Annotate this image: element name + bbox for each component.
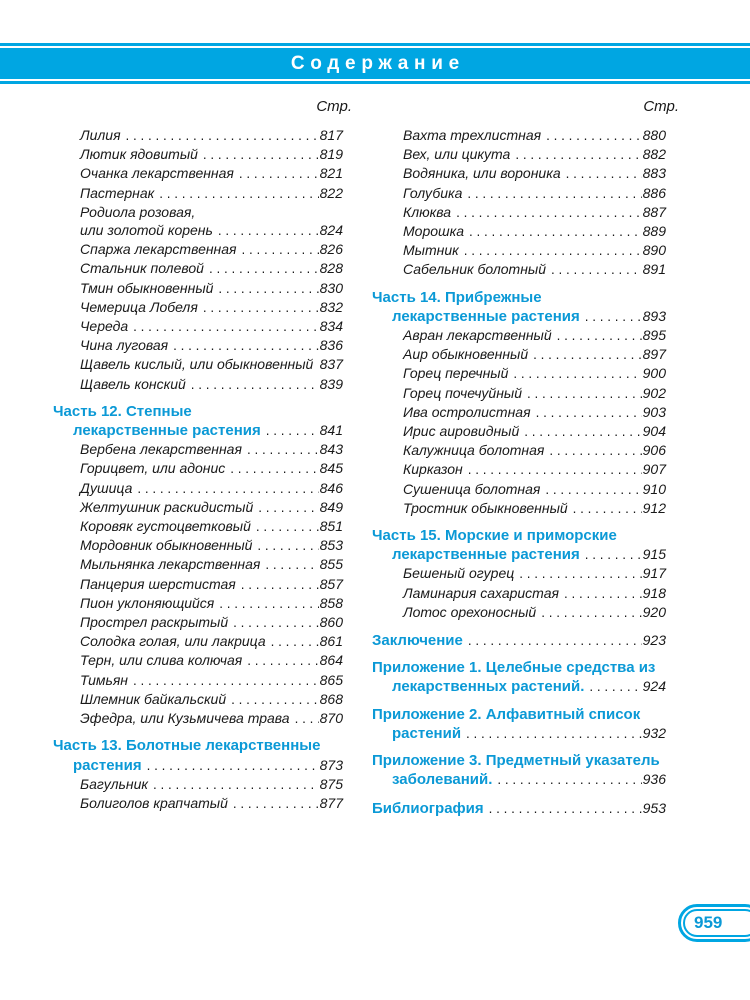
dot-leader — [549, 442, 641, 460]
toc-entry-label: заболеваний. — [392, 771, 493, 789]
dot-leader — [133, 672, 319, 690]
toc-entry-page: 855 — [319, 556, 343, 573]
dot-leader — [126, 127, 319, 145]
toc-entry-label: Приложение 3. Предметный указатель — [372, 752, 660, 770]
toc-entry-page: 936 — [642, 771, 666, 788]
toc-entry-page: 870 — [319, 710, 343, 727]
toc-row-item — [372, 499, 666, 518]
dot-leader — [519, 565, 641, 583]
toc-entry-page: 865 — [319, 671, 343, 688]
toc-entry-label: Горец перечный — [403, 365, 509, 382]
toc-row-item — [45, 536, 343, 555]
dot-leader — [247, 441, 319, 459]
toc-row-section — [372, 289, 666, 307]
dot-leader — [133, 318, 318, 336]
toc-entry-label: Тростник обыкновенный — [403, 499, 568, 516]
toc-entry-page: 910 — [642, 480, 666, 497]
dot-leader — [256, 518, 319, 536]
toc-row-item — [372, 203, 666, 222]
dot-leader — [159, 185, 318, 203]
toc-entry-page: 890 — [642, 242, 666, 259]
toc-row-appendix2 — [372, 677, 666, 696]
toc-entry-label: Часть 14. Прибрежные — [372, 288, 542, 306]
toc-row-appendix2 — [372, 770, 666, 789]
toc-row-item — [372, 326, 666, 345]
contents-header-bar — [0, 48, 750, 79]
toc-entry-page: 824 — [319, 222, 343, 239]
toc-content — [45, 97, 679, 818]
toc-entry-page: 836 — [319, 337, 343, 354]
dot-leader — [203, 146, 319, 164]
toc-entry-label: лекарственные растения — [73, 422, 261, 440]
contents-title: Содержание — [290, 52, 465, 74]
header-rule-top — [0, 43, 750, 46]
toc-entry-page: 918 — [642, 584, 666, 601]
dot-leader — [241, 576, 319, 594]
dot-leader — [230, 460, 318, 478]
toc-row-item — [45, 440, 343, 459]
page-number-label: Стр. — [316, 98, 352, 115]
toc-entry-label: Стальник полевой — [80, 260, 204, 277]
toc-entry-label: лекарственные растения — [392, 307, 580, 325]
toc-row-appendix2 — [372, 724, 666, 743]
dot-leader — [527, 385, 642, 403]
toc-row-item — [372, 603, 666, 622]
toc-row-item — [372, 241, 666, 260]
toc-entry-label: Авран лекарственный — [403, 327, 552, 344]
toc-entry-label: Приложение 2. Алфавитный список — [372, 705, 641, 723]
toc-entry-label: Клюква — [403, 203, 452, 220]
toc-entry-page: 895 — [642, 327, 666, 344]
page-number-badge — [678, 904, 750, 942]
toc-row-item — [45, 651, 343, 670]
toc-entry-page: 891 — [642, 261, 666, 278]
toc-entry-label: Вех, или цикута — [403, 146, 511, 163]
toc-row-item — [45, 336, 343, 355]
toc-entry-label: растения — [73, 756, 142, 774]
toc-entry-page: 821 — [319, 165, 343, 182]
dot-leader — [137, 480, 318, 498]
toc-row-item — [45, 298, 343, 317]
toc-entry-page: 907 — [642, 461, 666, 478]
header-rule-bottom — [0, 81, 750, 84]
dot-leader — [515, 146, 641, 164]
dot-leader — [218, 280, 318, 298]
dot-leader — [551, 261, 642, 279]
toc-row-item — [45, 775, 343, 794]
dot-leader — [589, 678, 641, 696]
toc-rows-left — [45, 126, 343, 813]
toc-entry-page: 864 — [319, 652, 343, 669]
toc-entry-label: Мордовник обыкновенный — [80, 537, 253, 554]
toc-row-item — [45, 632, 343, 651]
toc-entry-label: Череда — [80, 318, 129, 335]
toc-entry-page: 873 — [319, 756, 343, 773]
badge-number: 959 — [694, 913, 723, 932]
toc-entry-label: Пион уклоняющийся — [80, 594, 215, 611]
dot-leader — [233, 614, 319, 632]
toc-entry-page: 932 — [642, 724, 666, 741]
toc-entry-page: 839 — [319, 375, 343, 392]
toc-row-item — [45, 517, 343, 536]
toc-row-item — [45, 126, 343, 145]
toc-entry-page: 886 — [642, 184, 666, 201]
toc-entry-page: 903 — [642, 403, 666, 420]
toc-entry-label: Щавель конский — [80, 375, 186, 392]
dot-leader — [541, 604, 641, 622]
toc-row-item — [372, 460, 666, 479]
toc-entry-label: Водяника, или вороника — [403, 165, 561, 182]
page-number-badge-inner — [683, 909, 750, 937]
toc-entry-page: 902 — [642, 384, 666, 401]
toc-entry-page: 887 — [642, 203, 666, 220]
dot-leader — [191, 376, 319, 394]
toc-row-item — [45, 203, 343, 221]
toc-row-section — [372, 527, 666, 545]
toc-row-item — [372, 164, 666, 183]
toc-entry-label: Лилия — [80, 127, 121, 143]
toc-entry-label: Заключение — [372, 632, 463, 650]
toc-row-item — [45, 317, 343, 336]
toc-row-item — [45, 479, 343, 498]
toc-entry-page: 953 — [642, 799, 666, 816]
toc-entry-label: Душица — [80, 479, 133, 496]
dot-leader — [533, 346, 641, 364]
toc-entry-label: Сушеница болотная — [403, 480, 541, 497]
toc-entry-page: 837 — [319, 356, 343, 373]
toc-row-item — [372, 345, 666, 364]
toc-entry-label: Приложение 1. Целебные средства из — [372, 659, 656, 677]
dot-leader — [247, 652, 318, 670]
toc-column-right — [372, 97, 679, 818]
toc-entry-label: Родиола розовая, — [80, 203, 196, 220]
toc-entry-page: 893 — [642, 307, 666, 324]
toc-entry-label: Вахта трехлистная — [403, 127, 542, 143]
toc-row-appendix — [372, 659, 666, 677]
toc-row-item — [372, 222, 666, 241]
toc-entry-page: 889 — [642, 223, 666, 240]
dot-leader — [153, 776, 319, 794]
toc-entry-label: Ирис аировидный — [403, 423, 520, 440]
toc-entry-label: Лютик ядовитый — [80, 146, 198, 163]
dot-leader — [513, 365, 641, 383]
dot-leader — [585, 546, 642, 564]
toc-entry-label: Тмин обыкновенный — [80, 279, 214, 296]
dot-leader — [219, 595, 318, 613]
toc-entry-label: Вербена лекарственная — [80, 441, 242, 458]
toc-entry-page: 880 — [642, 127, 666, 143]
toc-entry-label: Мыльнянка лекарственная — [80, 556, 261, 573]
toc-entry-page: 917 — [642, 565, 666, 582]
toc-entry-label: растений — [392, 724, 462, 742]
dot-leader — [467, 185, 641, 203]
toc-entry-label: Часть 12. Степные — [53, 402, 192, 420]
toc-row-item — [45, 709, 343, 728]
toc-row-item — [372, 441, 666, 460]
toc-row-appendix — [372, 752, 666, 770]
toc-entry-page: 853 — [319, 537, 343, 554]
toc-row-section2 — [45, 421, 343, 440]
dot-leader — [466, 725, 642, 743]
toc-row-item — [45, 690, 343, 709]
toc-entry-label: Библиография — [372, 799, 484, 817]
toc-entry-label: Прострел раскрытый — [80, 614, 229, 631]
toc-entry-label: Горец почечуйный — [403, 384, 523, 401]
toc-entry-page: 924 — [642, 678, 666, 695]
toc-entry-page: 923 — [642, 632, 666, 649]
toc-row-item — [45, 184, 343, 203]
toc-row-item — [372, 260, 666, 279]
dot-leader — [545, 481, 641, 499]
toc-entry-page: 834 — [319, 318, 343, 335]
toc-row-appendix — [372, 799, 666, 818]
toc-row-item — [45, 375, 343, 394]
toc-entry-page: 858 — [319, 594, 343, 611]
toc-entry-page: 920 — [642, 603, 666, 620]
toc-entry-label: Спаржа лекарственная — [80, 241, 237, 258]
toc-row-item — [45, 145, 343, 164]
toc-entry-page: 830 — [319, 279, 343, 296]
toc-entry-page: 819 — [319, 146, 343, 163]
toc-entry-label: Желтушник раскидистый — [80, 498, 254, 515]
toc-entry-page: 900 — [642, 365, 666, 382]
toc-entry-page: 817 — [319, 127, 343, 143]
dot-leader — [585, 308, 642, 326]
toc-row-item — [45, 794, 343, 813]
toc-entry-label: Часть 15. Морские и приморские — [372, 527, 617, 545]
dot-leader — [573, 500, 642, 518]
dot-leader — [265, 556, 318, 574]
toc-rows-right — [372, 126, 666, 818]
toc-entry-page: 897 — [642, 346, 666, 363]
dot-leader — [566, 165, 642, 183]
dot-leader — [524, 423, 641, 441]
toc-entry-label: Шлемник байкальский — [80, 690, 227, 707]
toc-entry-page: 861 — [319, 633, 343, 650]
dot-leader — [456, 204, 642, 222]
toc-entry-page: 849 — [319, 498, 343, 515]
toc-row-item — [372, 384, 666, 403]
dot-leader — [271, 633, 319, 651]
toc-entry-page: 845 — [319, 460, 343, 477]
toc-entry-page: 828 — [319, 260, 343, 277]
toc-entry-label: Тимьян — [80, 671, 129, 688]
dot-leader — [295, 710, 319, 728]
dot-leader — [203, 299, 319, 317]
toc-entry-page: 857 — [319, 575, 343, 592]
toc-row-item — [45, 259, 343, 278]
toc-entry-label: Терн, или слива колючая — [80, 652, 243, 669]
toc-row-item — [45, 279, 343, 298]
toc-entry-label: Багульник — [80, 775, 149, 792]
dot-leader — [239, 165, 319, 183]
toc-entry-label: Щавель кислый, или обыкновенный — [80, 356, 314, 373]
toc-entry-page: 846 — [319, 479, 343, 496]
dot-leader — [257, 537, 318, 555]
toc-row-section — [45, 403, 343, 421]
toc-entry-page: 915 — [642, 546, 666, 563]
toc-column-left — [45, 97, 352, 818]
toc-entry-label: Эфедра, или Кузьмичева трава — [80, 710, 290, 727]
toc-entry-page: 841 — [319, 422, 343, 439]
toc-entry-page: 843 — [319, 441, 343, 458]
toc-row-item — [372, 145, 666, 164]
toc-entry-label: Мытник — [403, 242, 459, 259]
toc-entry-page: 877 — [319, 794, 343, 811]
toc-entry-label: Ива остролистная — [403, 403, 531, 420]
toc-row-item — [45, 240, 343, 259]
toc-entry-page: 882 — [642, 146, 666, 163]
toc-entry-label: Сабельник болотный — [403, 261, 546, 278]
dot-leader — [546, 127, 642, 145]
toc-row-item — [372, 126, 666, 145]
toc-row-item — [372, 422, 666, 441]
toc-entry-page: 860 — [319, 614, 343, 631]
toc-entry-label: или золотой корень — [80, 222, 213, 239]
toc-entry-label: Чина луговая — [80, 337, 169, 354]
toc-entry-label: Морошка — [403, 223, 465, 240]
toc-entry-page: 904 — [642, 423, 666, 440]
toc-entry-label: Ламинария сахаристая — [403, 584, 559, 601]
toc-entry-label: Коровяк густоцветковый — [80, 518, 251, 535]
dot-leader — [209, 260, 319, 278]
toc-entry-label: лекарственные растения — [392, 546, 580, 564]
toc-row-item — [372, 364, 666, 383]
toc-row-item — [45, 613, 343, 632]
dot-leader — [266, 422, 319, 440]
page-number-label: Стр. — [643, 98, 679, 115]
dot-leader — [147, 757, 319, 775]
dot-leader — [469, 223, 642, 241]
dot-leader — [468, 632, 642, 650]
toc-entry-page: 912 — [642, 499, 666, 516]
toc-row-item — [45, 164, 343, 183]
toc-row-item — [45, 498, 343, 517]
toc-row-item — [45, 221, 343, 240]
toc-row-item — [372, 480, 666, 499]
toc-row-item — [45, 459, 343, 478]
toc-entry-label: Солодка голая, или лакрица — [80, 633, 266, 650]
toc-entry-label: Очанка лекарственная — [80, 165, 234, 182]
toc-entry-label: Калужница болотная — [403, 442, 545, 459]
toc-entry-label: Часть 13. Болотные лекарственные — [53, 737, 321, 755]
toc-row-item — [45, 594, 343, 613]
toc-entry-label: Панцерия шерстистая — [80, 575, 236, 592]
toc-row-item — [45, 355, 343, 374]
dot-leader — [258, 499, 318, 517]
toc-row-section2 — [372, 307, 666, 326]
toc-row-section2 — [372, 545, 666, 564]
toc-entry-label: лекарственных растений. — [392, 678, 585, 696]
toc-entry-label: Чемерица Лобеля — [80, 298, 198, 315]
toc-row-item — [372, 564, 666, 583]
toc-row-appendix — [372, 631, 666, 650]
toc-entry-page: 832 — [319, 298, 343, 315]
toc-row-item — [372, 403, 666, 422]
toc-entry-page: 822 — [319, 184, 343, 201]
toc-row-item — [45, 671, 343, 690]
toc-entry-page: 826 — [319, 241, 343, 258]
toc-entry-page: 883 — [642, 165, 666, 182]
toc-entry-label: Болиголов крапчатый — [80, 794, 228, 811]
toc-row-section2 — [45, 756, 343, 775]
dot-leader — [557, 327, 642, 345]
dot-leader — [231, 691, 319, 709]
dot-leader — [173, 337, 319, 355]
dot-leader — [218, 222, 319, 240]
dot-leader — [468, 461, 642, 479]
dot-leader — [242, 241, 319, 259]
toc-entry-label: Лотос орехоносный — [403, 603, 537, 620]
toc-entry-page: 906 — [642, 442, 666, 459]
dot-leader — [233, 795, 319, 813]
toc-entry-label: Голубика — [403, 184, 463, 201]
toc-entry-page: 868 — [319, 690, 343, 707]
toc-entry-label: Кирказон — [403, 461, 463, 478]
toc-row-appendix — [372, 706, 666, 724]
dot-leader — [564, 585, 642, 603]
toc-entry-label: Пастернак — [80, 184, 155, 201]
toc-row-item — [45, 555, 343, 574]
toc-row-item — [372, 184, 666, 203]
toc-row-section — [45, 737, 343, 755]
toc-row-item — [372, 584, 666, 603]
toc-entry-label: Бешеный огурец — [403, 565, 515, 582]
dot-leader — [489, 800, 642, 818]
toc-row-item — [45, 575, 343, 594]
toc-entry-label: Аир обыкновенный — [403, 346, 529, 363]
dot-leader — [497, 771, 641, 789]
toc-entry-page: 851 — [319, 518, 343, 535]
toc-entry-label: Горицвет, или адонис — [80, 460, 226, 477]
toc-entry-page: 875 — [319, 775, 343, 792]
dot-leader — [536, 404, 642, 422]
dot-leader — [464, 242, 642, 260]
